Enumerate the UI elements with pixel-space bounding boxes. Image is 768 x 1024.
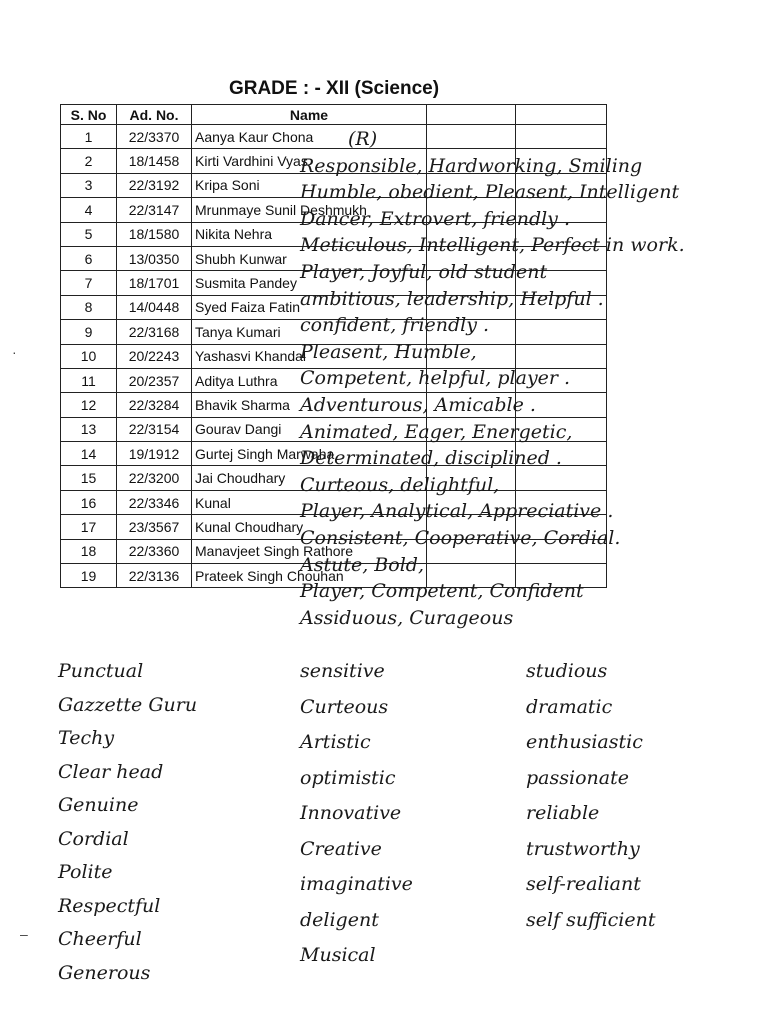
cell-sno: 7 (61, 271, 117, 295)
header-blank-2 (516, 105, 607, 125)
cell-adno: 22/3360 (117, 539, 192, 563)
cell-sno: 4 (61, 198, 117, 222)
handwritten-word: Innovative (300, 802, 402, 824)
cell-adno: 18/1701 (117, 271, 192, 295)
cell-name: Syed Faiza Fatin (192, 295, 427, 319)
handwritten-word: Creative (300, 837, 382, 860)
cell-adno: 22/3154 (117, 417, 192, 441)
handwritten-remark: Competent, helpful, player . (300, 367, 571, 390)
handwritten-remark: Dancer, Extrovert, friendly . (300, 207, 570, 230)
handwritten-word: Polite (58, 861, 113, 883)
cell-sno: 6 (61, 246, 117, 270)
cell-sno: 9 (61, 320, 117, 344)
cell-name: Manavjeet Singh Rathore (192, 539, 427, 563)
cell-adno: 22/3284 (117, 393, 192, 417)
cell-blank-1 (427, 125, 516, 149)
cell-adno: 20/2243 (117, 344, 192, 368)
handwritten-word: Techy (58, 727, 115, 749)
table-row (61, 125, 607, 149)
cell-sno: 10 (61, 344, 117, 368)
handwritten-remark: Responsible, Hardworking, Smiling (300, 154, 643, 177)
cell-sno: 19 (61, 564, 117, 588)
handwritten-word: sensitive (300, 660, 385, 682)
cell-blank-2 (516, 344, 607, 368)
handwritten-remark: Player, Joyful, old student (300, 261, 548, 283)
handwritten-remark: Pleasent, Humble, (300, 340, 477, 363)
handwritten-word: trustworthy (526, 837, 640, 860)
handwritten-remark: ambitious, leadership, Helpful . (300, 287, 604, 310)
cell-adno: 22/3168 (117, 320, 192, 344)
cell-name: Jai Choudhary (192, 466, 427, 490)
table-header-row (61, 105, 607, 125)
handwritten-remark: Meticulous, Intelligent, Perfect in work. (300, 234, 685, 257)
cell-name: Kirti Vardhini Vyas (192, 149, 427, 173)
cell-name: Aditya Luthra (192, 368, 427, 392)
handwritten-note: (R) (348, 128, 378, 150)
cell-adno: 22/3346 (117, 490, 192, 514)
handwritten-word: self-realiant (526, 873, 641, 895)
handwritten-word: Cordial (58, 827, 129, 850)
handwritten-remark: Player, Analytical, Appreciative . (300, 500, 614, 523)
header-blank-1 (427, 105, 516, 125)
cell-adno: 18/1458 (117, 149, 192, 173)
cell-sno: 1 (61, 125, 117, 149)
cell-sno: 17 (61, 515, 117, 539)
handwritten-remark: confident, friendly . (300, 314, 490, 337)
handwritten-word: deligent (300, 908, 379, 931)
handwritten-word: Genuine (58, 794, 139, 816)
handwritten-remark: Player, Competent, Confident (300, 580, 584, 603)
handwritten-word: imaginative (300, 873, 413, 895)
handwritten-word: Cheerful (58, 928, 142, 950)
handwritten-remark: Curteous, delightful, (300, 473, 500, 496)
handwritten-word: enthusiastic (526, 731, 643, 753)
cell-sno: 5 (61, 222, 117, 246)
cell-adno: 18/1580 (117, 222, 192, 246)
handwritten-word: Musical (300, 944, 376, 966)
cell-name: Gurtej Singh Marwaha (192, 442, 427, 466)
cell-sno: 11 (61, 368, 117, 392)
cell-adno: 22/3147 (117, 198, 192, 222)
handwritten-word: Respectful (58, 894, 161, 917)
cell-adno: 19/1912 (117, 442, 192, 466)
handwritten-remark: Animated, Eager, Energetic, (300, 420, 573, 443)
cell-name: Shubh Kunwar (192, 246, 427, 270)
cell-sno: 2 (61, 149, 117, 173)
cell-blank-2 (516, 320, 607, 344)
cell-name: Mrunmaye Sunil Deshmukh (192, 198, 427, 222)
cell-sno: 16 (61, 490, 117, 514)
cell-sno: 8 (61, 295, 117, 319)
handwritten-remark: Consistent, Cooperative, Cordial. (300, 527, 621, 549)
handwritten-word: Artistic (300, 731, 371, 753)
header-sno: S. No (61, 105, 117, 125)
margin-dash: – (20, 926, 28, 942)
cell-adno: 22/3370 (117, 125, 192, 149)
handwritten-word: Clear head (58, 760, 164, 783)
handwritten-word: passionate (526, 766, 629, 789)
cell-adno: 22/3200 (117, 466, 192, 490)
cell-sno: 14 (61, 442, 117, 466)
handwritten-word: Generous (58, 961, 151, 984)
cell-name: Prateek Singh Chouhan (192, 564, 427, 588)
handwritten-remark: Determinated, disciplined . (300, 447, 562, 470)
handwritten-word: Punctual (58, 660, 144, 682)
handwritten-remark: Assiduous, Curageous (300, 606, 514, 629)
cell-sno: 13 (61, 417, 117, 441)
cell-sno: 12 (61, 393, 117, 417)
handwritten-word: studious (526, 660, 608, 682)
handwritten-remark: Astute, Bold, (300, 553, 424, 576)
margin-dot: · (12, 344, 17, 360)
cell-name: Kunal Choudhary (192, 515, 427, 539)
handwritten-word: Gazzette Guru (58, 693, 198, 716)
handwritten-remark: Adventurous, Amicable . (300, 394, 536, 416)
header-adno: Ad. No. (117, 105, 192, 125)
cell-name: Bhavik Sharma (192, 393, 427, 417)
header-name: Name (192, 105, 427, 125)
cell-sno: 15 (61, 466, 117, 490)
handwritten-word: reliable (526, 802, 600, 824)
cell-name: Tanya Kumari (192, 320, 427, 344)
cell-name: Nikita Nehra (192, 222, 427, 246)
cell-adno: 22/3136 (117, 564, 192, 588)
cell-adno: 23/3567 (117, 515, 192, 539)
cell-adno: 20/2357 (117, 368, 192, 392)
cell-sno: 3 (61, 173, 117, 197)
cell-name: Kripa Soni (192, 173, 427, 197)
cell-adno: 13/0350 (117, 246, 192, 270)
cell-name: Susmita Pandey (192, 271, 427, 295)
cell-name: Yashasvi Khandal (192, 344, 427, 368)
cell-adno: 14/0448 (117, 295, 192, 319)
cell-name: Kunal (192, 490, 427, 514)
handwritten-remark: Humble, obedient, Pleasent, Intelligent (300, 181, 680, 204)
handwritten-word: Curteous (300, 695, 389, 718)
cell-name: Aanya Kaur Chona (192, 125, 427, 149)
handwritten-word: dramatic (526, 695, 613, 718)
cell-blank-2 (516, 466, 607, 490)
handwritten-word: self sufficient (526, 908, 656, 931)
page-title: GRADE : - XII (Science) (228, 78, 440, 99)
handwritten-word: optimistic (300, 766, 396, 789)
cell-name: Gourav Dangi (192, 417, 427, 441)
cell-sno: 18 (61, 539, 117, 563)
cell-adno: 22/3192 (117, 173, 192, 197)
cell-blank-2 (516, 125, 607, 149)
